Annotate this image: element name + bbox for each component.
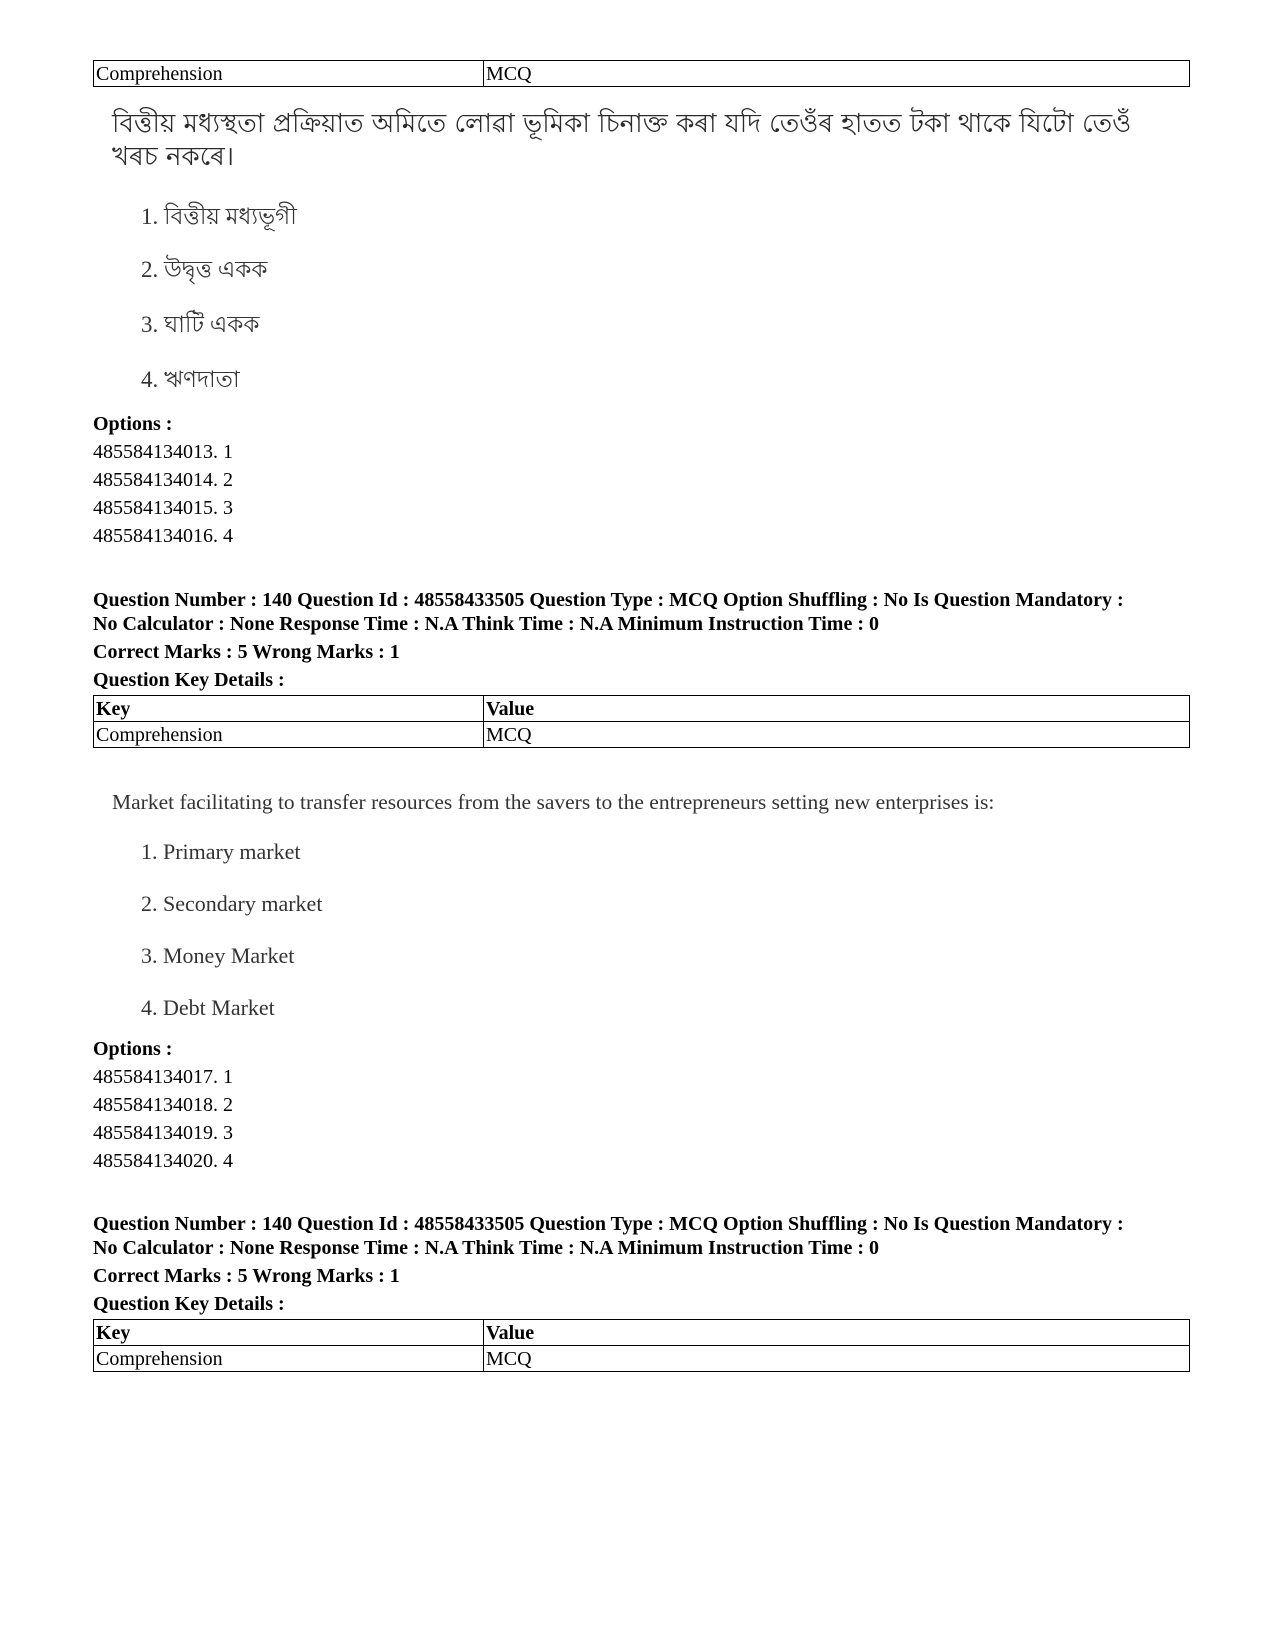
option-id: 485584134019. 3 — [93, 1122, 233, 1144]
option-id: 485584134015. 3 — [93, 497, 233, 519]
choice-item: 3. Money Market — [141, 943, 295, 968]
key-value-table — [93, 695, 1190, 748]
question-meta — [93, 588, 1203, 636]
table-row — [94, 61, 1190, 87]
key-value-table — [93, 1319, 1190, 1372]
choice-item: 3. ঘাটি একক — [141, 312, 260, 337]
table-cell-key: Comprehension — [94, 722, 484, 748]
marks-line: Correct Marks : 5 Wrong Marks : 1 — [93, 641, 400, 663]
option-id: 485584134017. 1 — [93, 1066, 233, 1088]
choice-item: 1. বিত্তীয় মধ্যভূগী — [141, 204, 297, 229]
option-id: 485584134018. 2 — [93, 1094, 233, 1116]
question-meta-line: Question Number : 140 Question Id : 48558433505 Question Type : MCQ Option Shuffling : No Is Question Mandatory : — [93, 1213, 1124, 1235]
table-header-row — [94, 1320, 1190, 1346]
choice-item: 2. উদ্বৃত্ত একক — [141, 257, 268, 282]
question-meta-line: No Calculator : None Response Time : N.A Think Time : N.A Minimum Instruction Time : 0 — [93, 613, 879, 635]
table-cell-key: Comprehension — [94, 1346, 484, 1372]
option-id: 485584134014. 2 — [93, 469, 233, 491]
table-header-key: Key — [94, 1320, 484, 1346]
table-cell-value: MCQ — [484, 61, 1190, 87]
table-row — [94, 1346, 1190, 1372]
choice-item: 2. Secondary market — [141, 891, 323, 916]
question-meta — [93, 1212, 1203, 1260]
question-meta-line: No Calculator : None Response Time : N.A Think Time : N.A Minimum Instruction Time : 0 — [93, 1237, 879, 1259]
key-details-label: Question Key Details : — [93, 669, 285, 691]
choice-item: 4. Debt Market — [141, 995, 275, 1020]
marks-line: Correct Marks : 5 Wrong Marks : 1 — [93, 1265, 400, 1287]
option-id: 485584134013. 1 — [93, 441, 233, 463]
options-label: Options : — [93, 1038, 173, 1060]
option-id: 485584134016. 4 — [93, 525, 233, 547]
choice-item: 1. Primary market — [141, 839, 301, 864]
table-header-value: Value — [484, 696, 1190, 722]
table-cell-value: MCQ — [484, 1346, 1190, 1372]
table-header-key: Key — [94, 696, 484, 722]
table-cell-key: Comprehension — [94, 61, 484, 87]
table-header-value: Value — [484, 1320, 1190, 1346]
key-value-table-top — [93, 60, 1190, 87]
key-details-label: Question Key Details : — [93, 1293, 285, 1315]
question-meta-line: Question Number : 140 Question Id : 48558433505 Question Type : MCQ Option Shuffling : No Is Question Mandatory : — [93, 589, 1124, 611]
question-stem-assamese: বিত্তীয় মধ্যস্থতা প্ৰক্ৰিয়াত অমিতে লোৱা ভূমিকা চিনাক্ত কৰা যদি তেওঁৰ হাতত টকা থাকে যিটো তেওঁ খৰচ নকৰে। — [112, 109, 1132, 172]
option-id: 485584134020. 4 — [93, 1150, 233, 1172]
table-row — [94, 722, 1190, 748]
question-stem-english: Market facilitating to transfer resources from the savers to the entrepreneurs setting new enterprises is: — [112, 790, 995, 814]
table-cell-value: MCQ — [484, 722, 1190, 748]
table-header-row — [94, 696, 1190, 722]
options-label: Options : — [93, 413, 173, 435]
choice-item: 4. ঋণদাতা — [141, 367, 240, 392]
